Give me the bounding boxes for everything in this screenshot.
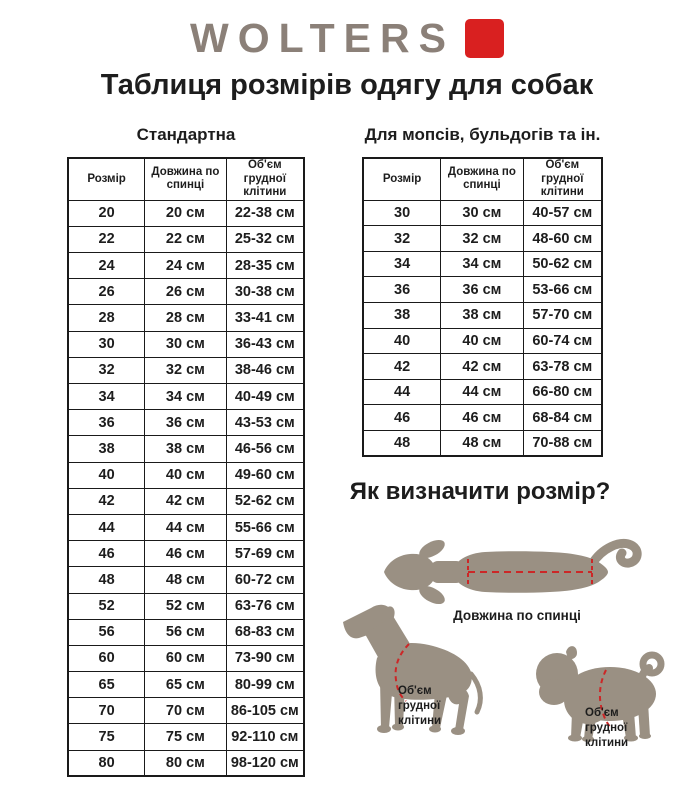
column-header: Довжина по спинці: [441, 158, 523, 200]
table-row: [68, 645, 304, 671]
table-cell: 28-35 см: [226, 253, 304, 279]
table-cell: 24 см: [145, 253, 226, 279]
table-cell: 40: [363, 328, 441, 354]
table-cell: 40 см: [441, 328, 523, 354]
table-row: [68, 226, 304, 252]
table-cell: 46: [363, 405, 441, 431]
table-cell: 70: [68, 698, 145, 724]
table-cell: 60-72 см: [226, 567, 304, 593]
chest-girth-label: Об'єм грудної клітини: [585, 707, 629, 749]
table-row: [363, 226, 602, 252]
table-row: [68, 384, 304, 410]
table-cell: 48: [363, 431, 441, 457]
table-cell: 43-53 см: [226, 410, 304, 436]
table-cell: 26 см: [145, 279, 226, 305]
table-cell: 46-56 см: [226, 436, 304, 462]
table-cell: 44: [363, 379, 441, 405]
table-cell: 40 см: [145, 462, 226, 488]
table-row: [68, 672, 304, 698]
table-cell: 42 см: [441, 354, 523, 380]
column-header: Розмір: [363, 158, 441, 200]
column-header: Об'єм грудної клітини: [226, 158, 304, 200]
column-header: Розмір: [68, 158, 145, 200]
table-cell: 49-60 см: [226, 462, 304, 488]
table-cell: 34: [363, 251, 441, 277]
table-cell: 65: [68, 672, 145, 698]
table-cell: 30-38 см: [226, 279, 304, 305]
table-cell: 63-76 см: [226, 593, 304, 619]
table-row: [363, 379, 602, 405]
table-row: [68, 567, 304, 593]
table-cell: 80 см: [145, 750, 226, 776]
table-cell: 60 см: [145, 645, 226, 671]
table-cell: 38: [68, 436, 145, 462]
size-table-standard: [67, 157, 305, 777]
table-cell: 36-43 см: [226, 331, 304, 357]
table-row: [68, 593, 304, 619]
table-cell: 22-38 см: [226, 200, 304, 226]
table-cell: 25-32 см: [226, 226, 304, 252]
table-cell: 80: [68, 750, 145, 776]
table-cell: 52-62 см: [226, 488, 304, 514]
table-cell: 66-80 см: [523, 379, 602, 405]
table-cell: 32 см: [145, 357, 226, 383]
logo-red-square-icon: [465, 19, 504, 58]
table-cell: 46: [68, 541, 145, 567]
table-cell: 34 см: [145, 384, 226, 410]
table-cell: 55-66 см: [226, 514, 304, 540]
table-cell: 50-62 см: [523, 251, 602, 277]
back-length-label: Довжина по спинці: [453, 608, 581, 623]
column-header: Об'єм грудної клітини: [523, 158, 602, 200]
table-cell: 42: [363, 354, 441, 380]
table-row: [68, 357, 304, 383]
table-cell: 32: [68, 357, 145, 383]
table-row: [363, 431, 602, 457]
brand-logo: [0, 14, 694, 62]
table-row: [68, 541, 304, 567]
table-cell: 22: [68, 226, 145, 252]
table-row: [68, 698, 304, 724]
page-title: Таблиця розмірів одягу для собак: [100, 69, 594, 101]
table-cell: 70-88 см: [523, 431, 602, 457]
table-cell: 75: [68, 724, 145, 750]
table-cell: 38-46 см: [226, 357, 304, 383]
table-cell: 80-99 см: [226, 672, 304, 698]
table-cell: 60: [68, 645, 145, 671]
table-cell: 22 см: [145, 226, 226, 252]
table-cell: 20: [68, 200, 145, 226]
table-cell: 32: [363, 226, 441, 252]
table-cell: 24: [68, 253, 145, 279]
table-cell: 30 см: [441, 200, 523, 226]
table-cell: 34: [68, 384, 145, 410]
guide-title: Як визначити розмір?: [349, 478, 611, 505]
brand-logo-text: WOLTERS: [190, 14, 455, 61]
table-cell: 48 см: [145, 567, 226, 593]
size-table-pugs-section: [362, 122, 603, 457]
table-row: [363, 200, 602, 226]
table-cell: 28 см: [145, 305, 226, 331]
table-cell: 38 см: [145, 436, 226, 462]
table-cell: 56: [68, 619, 145, 645]
table-row: [68, 462, 304, 488]
table-cell: 40: [68, 462, 145, 488]
table-row: [68, 619, 304, 645]
table-cell: 60-74 см: [523, 328, 602, 354]
table-cell: 48 см: [441, 431, 523, 457]
table-cell: 44 см: [441, 379, 523, 405]
table-cell: 40-49 см: [226, 384, 304, 410]
table-cell: 38 см: [441, 303, 523, 329]
table-cell: 53-66 см: [523, 277, 602, 303]
table-cell: 44 см: [145, 514, 226, 540]
table-cell: 42: [68, 488, 145, 514]
table-cell: 36 см: [145, 410, 226, 436]
column-header: Довжина по спинці: [145, 158, 226, 200]
table-cell: 26: [68, 279, 145, 305]
table-title-standard: Стандартна: [136, 125, 236, 144]
table-row: [68, 331, 304, 357]
table-row: [68, 279, 304, 305]
table-cell: 42 см: [145, 488, 226, 514]
table-cell: 34 см: [441, 251, 523, 277]
table-row: [68, 200, 304, 226]
table-cell: 33-41 см: [226, 305, 304, 331]
table-cell: 36 см: [441, 277, 523, 303]
table-row: [68, 514, 304, 540]
table-row: [68, 750, 304, 776]
table-row: [68, 253, 304, 279]
table-cell: 38: [363, 303, 441, 329]
table-cell: 92-110 см: [226, 724, 304, 750]
table-row: [68, 724, 304, 750]
chest-girth-label: Об'єм грудної клітини: [398, 685, 442, 727]
table-cell: 75 см: [145, 724, 226, 750]
table-row: [363, 405, 602, 431]
table-cell: 57-69 см: [226, 541, 304, 567]
size-table-pugs: [362, 157, 603, 457]
table-row: [363, 251, 602, 277]
table-cell: 30 см: [145, 331, 226, 357]
table-cell: 30: [363, 200, 441, 226]
dog-top-view-illustration: [380, 536, 665, 608]
header: [0, 14, 694, 102]
table-cell: 68-83 см: [226, 619, 304, 645]
table-row: [363, 303, 602, 329]
table-cell: 65 см: [145, 672, 226, 698]
table-cell: 70 см: [145, 698, 226, 724]
table-header-row: [68, 158, 304, 200]
table-row: [68, 488, 304, 514]
table-row: [363, 277, 602, 303]
table-cell: 57-70 см: [523, 303, 602, 329]
table-cell: 46 см: [145, 541, 226, 567]
table-cell: 48: [68, 567, 145, 593]
table-cell: 52: [68, 593, 145, 619]
table-cell: 73-90 см: [226, 645, 304, 671]
table-cell: 32 см: [441, 226, 523, 252]
table-row: [363, 328, 602, 354]
table-cell: 48-60 см: [523, 226, 602, 252]
table-row: [68, 436, 304, 462]
table-cell: 46 см: [441, 405, 523, 431]
table-cell: 40-57 см: [523, 200, 602, 226]
table-title-pugs: Для мопсів, бульдогів та ін.: [364, 125, 601, 144]
table-cell: 36: [363, 277, 441, 303]
table-cell: 68-84 см: [523, 405, 602, 431]
table-cell: 86-105 см: [226, 698, 304, 724]
size-table-standard-section: [67, 122, 305, 777]
table-row: [68, 410, 304, 436]
table-cell: 56 см: [145, 619, 226, 645]
table-cell: 36: [68, 410, 145, 436]
table-cell: 98-120 см: [226, 750, 304, 776]
table-row: [363, 354, 602, 380]
table-cell: 44: [68, 514, 145, 540]
table-header-row: [363, 158, 602, 200]
table-cell: 20 см: [145, 200, 226, 226]
table-cell: 63-78 см: [523, 354, 602, 380]
table-cell: 52 см: [145, 593, 226, 619]
table-row: [68, 305, 304, 331]
table-cell: 30: [68, 331, 145, 357]
table-cell: 28: [68, 305, 145, 331]
guide-section: [335, 478, 691, 800]
